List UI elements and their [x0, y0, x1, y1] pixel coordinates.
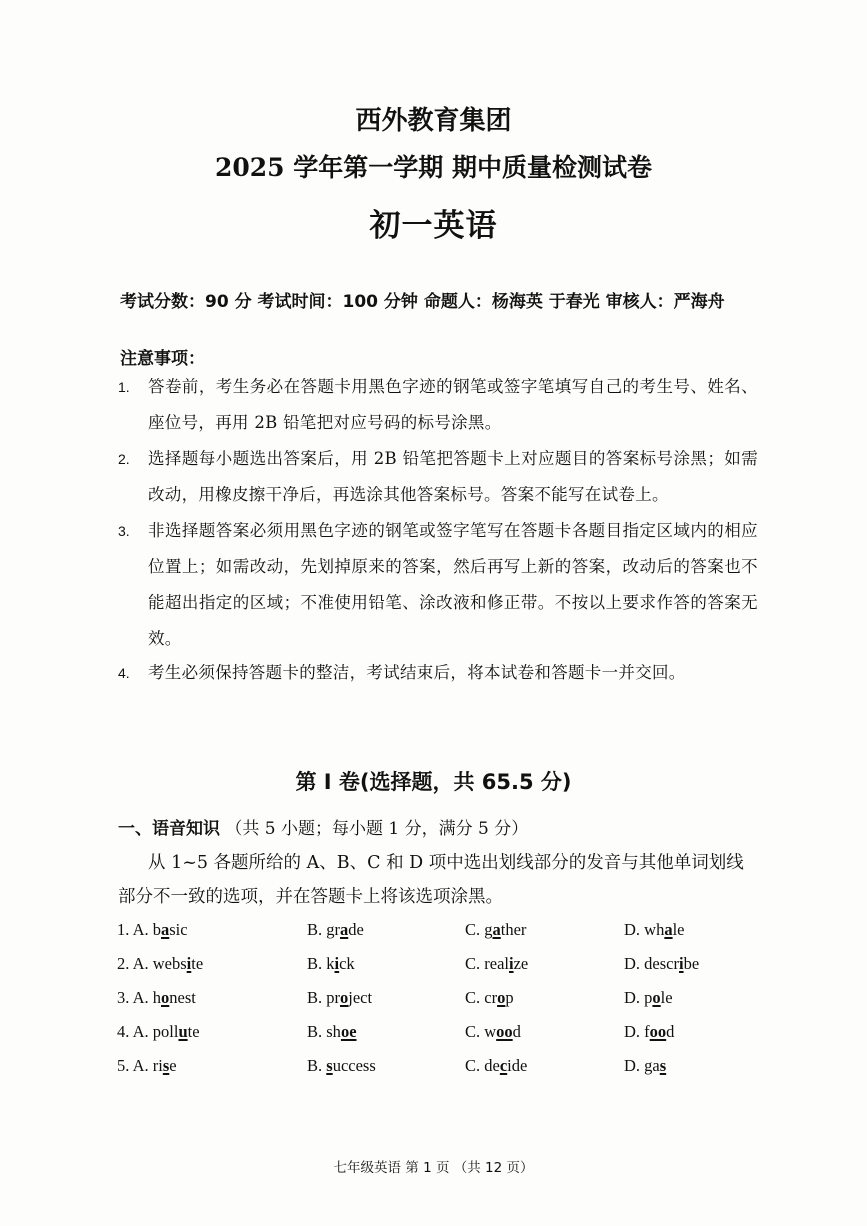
option-text: ck — [339, 954, 355, 973]
question-option — [117, 988, 196, 1008]
note-text: 考生必须保持答题卡的整洁，考试结束后，将本试卷和答题卡一并交回。 — [148, 663, 686, 682]
exam-title: 2025 学年第一学期 期中质量检测试卷 — [215, 153, 652, 182]
underlined-letters: a — [492, 920, 501, 939]
option-text: d — [512, 1022, 521, 1041]
underlined-letters: oe — [340, 1022, 357, 1041]
note-item — [118, 369, 758, 441]
underlined-letters: o — [161, 988, 170, 1007]
question-option — [307, 954, 355, 974]
question-option — [465, 920, 526, 940]
note-text: 答卷前，考生务必在答题卡用黑色字迹的钢笔或签字笔填写自己的考生号、姓名、座位号，再用 2B 铅笔把对应号码的标号涂黑。 — [148, 377, 758, 432]
underlined-letters: o — [652, 988, 661, 1007]
question-option — [624, 920, 685, 940]
option-text: te — [187, 1022, 200, 1041]
note-item — [118, 655, 758, 691]
option-text: D. p — [624, 988, 653, 1007]
question-option — [465, 1056, 527, 1076]
question-option — [117, 920, 188, 940]
exam-info: 考试分数：90 分 考试时间：100 分钟 命题人：杨海英 于春光 审核人：严海舟 — [120, 292, 725, 312]
question-option — [307, 1022, 357, 1042]
option-text: 4. A. poll — [117, 1022, 179, 1041]
note-number: 2. — [118, 451, 130, 467]
option-text: 5. A. ri — [117, 1056, 163, 1075]
question-option — [624, 988, 673, 1008]
option-text: ther — [500, 920, 527, 939]
option-text: C. cr — [465, 988, 498, 1007]
section-instruction: 从 1~5 各题所给的 A、B、C 和 D 项中选出划线部分的发音与其他单词划线部分不一致的选项，并在答题卡上将该选项涂黑。 — [118, 853, 744, 907]
option-text: B. sh — [307, 1022, 341, 1041]
underlined-letters: i — [334, 954, 340, 973]
underlined-letters: c — [499, 1056, 508, 1075]
option-text: te — [191, 954, 204, 973]
question-option — [624, 954, 699, 974]
underlined-letters: i — [508, 954, 514, 973]
underlined-letters: s — [162, 1056, 170, 1075]
underlined-letters: i — [186, 954, 192, 973]
option-text: le — [672, 920, 685, 939]
option-text: B. pr — [307, 988, 340, 1007]
underlined-letters: s — [659, 1056, 667, 1075]
option-text: C. real — [465, 954, 509, 973]
option-text: nest — [169, 988, 196, 1007]
question-option — [117, 1022, 200, 1042]
note-item — [118, 513, 758, 657]
section-title: 一、语音知识 — [118, 819, 220, 839]
section-heading — [118, 814, 528, 839]
option-text: ze — [513, 954, 529, 973]
option-text: 1. A. b — [117, 920, 162, 939]
note-number: 4. — [118, 665, 130, 681]
question-option — [624, 1056, 666, 1076]
underlined-letters: a — [664, 920, 673, 939]
option-text: 2. A. webs — [117, 954, 187, 973]
question-option — [307, 1056, 376, 1076]
note-number: 1. — [118, 379, 130, 395]
option-text: B. k — [307, 954, 335, 973]
option-text: B. — [307, 1056, 327, 1075]
option-text: le — [660, 988, 673, 1007]
underlined-letters: u — [178, 1022, 188, 1041]
underlined-letters: a — [161, 920, 170, 939]
underlined-letters: o — [340, 988, 349, 1007]
option-text: e — [169, 1056, 177, 1075]
option-text: p — [505, 988, 514, 1007]
option-text: D. wh — [624, 920, 665, 939]
notes-heading: 注意事项： — [120, 349, 205, 369]
page-footer: 七年级英语 第 1 页 （共 12 页） — [333, 1160, 534, 1176]
option-text: D. descr — [624, 954, 679, 973]
option-text: D. f — [624, 1022, 650, 1041]
underlined-letters: o — [497, 988, 506, 1007]
option-text: be — [683, 954, 700, 973]
option-text: uccess — [332, 1056, 376, 1075]
option-text: ide — [507, 1056, 528, 1075]
part-title: 第 Ⅰ 卷(选择题，共 65.5 分) — [295, 770, 572, 794]
note-text: 选择题每小题选出答案后，用 2B 铅笔把答题卡上对应题目的答案标号涂黑；如需改动，用橡皮擦干净后，再选涂其他答案标号。答案不能写在试卷上。 — [148, 449, 758, 504]
underlined-letters: a — [340, 920, 349, 939]
underlined-letters: i — [678, 954, 684, 973]
underlined-letters: oo — [496, 1022, 513, 1041]
question-option — [117, 954, 203, 974]
note-text: 非选择题答案必须用黑色字迹的钢笔或签字笔写在答题卡各题目指定区域内的相应位置上；如需改动，先划掉原来的答案，然后再写上新的答案，改动后的答案也不能超出指定的区域；不准使用铅笔、涂改液和修正带。不按以上要求作答的答案无效。 — [148, 521, 758, 648]
option-text: d — [666, 1022, 675, 1041]
question-option — [465, 954, 528, 974]
question-option — [465, 1022, 521, 1042]
question-option — [307, 988, 372, 1008]
option-text: C. g — [465, 920, 493, 939]
question-option — [624, 1022, 674, 1042]
option-text: 3. A. h — [117, 988, 162, 1007]
section-detail: （共 5 小题；每小题 1 分，满分 5 分） — [225, 819, 529, 839]
option-text: C. de — [465, 1056, 500, 1075]
option-text: D. ga — [624, 1056, 660, 1075]
question-option — [307, 920, 364, 940]
option-text: sic — [169, 920, 188, 939]
question-option — [117, 1056, 177, 1076]
subject-title: 初一英语 — [369, 208, 498, 244]
option-text: C. w — [465, 1022, 497, 1041]
school-group-title: 西外教育集团 — [355, 106, 512, 136]
option-text: de — [348, 920, 364, 939]
option-text: B. gr — [307, 920, 340, 939]
question-option — [465, 988, 514, 1008]
underlined-letters: s — [326, 1056, 333, 1075]
note-number: 3. — [118, 523, 130, 539]
note-item — [118, 441, 758, 513]
option-text: ject — [348, 988, 373, 1007]
underlined-letters: oo — [649, 1022, 667, 1041]
